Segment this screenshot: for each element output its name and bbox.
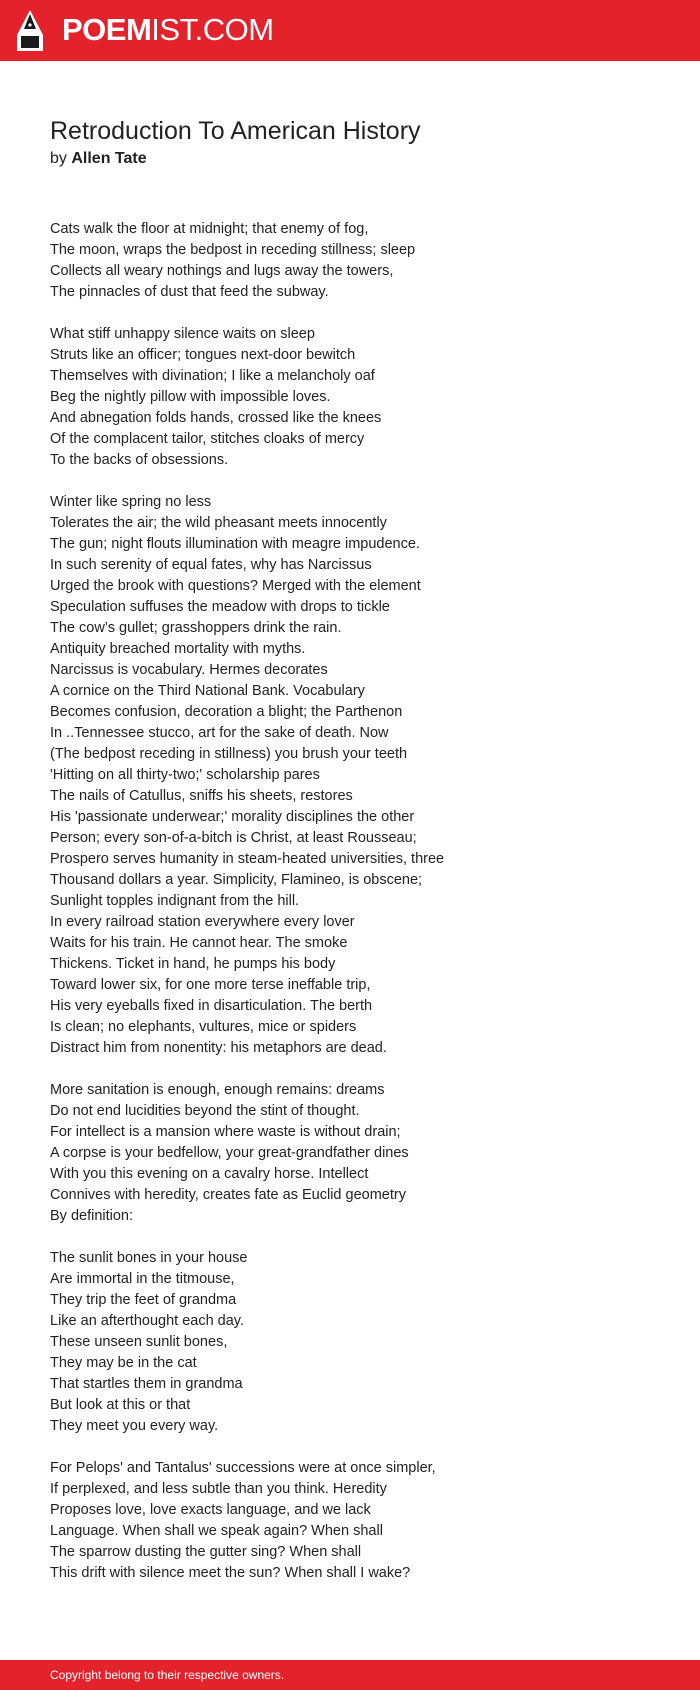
poem-line: Of the complacent tailor, stitches cloaks of mercy [50, 431, 365, 447]
poem-line: His very eyeballs fixed in disarticulation. The berth [50, 998, 373, 1014]
poem-line: What stiff unhappy silence waits on sleep [50, 326, 315, 342]
poem-line: In ..Tennessee stucco, art for the sake of death. Now [50, 725, 389, 741]
poem-line: By definition: [50, 1208, 134, 1224]
poem-line: Language. When shall we speak again? When shall [50, 1523, 383, 1539]
poem-stanza [50, 1458, 444, 1584]
poem-line: To the backs of obsessions. [50, 452, 229, 468]
poem-line: Collects all weary nothings and lugs away the towers, [50, 263, 394, 279]
poem-line: The cow’s gullet; grasshoppers drink the rain. [50, 620, 342, 636]
poem-line: The sparrow dusting the gutter sing? When shall [50, 1544, 362, 1560]
poem-line: Proposes love, love exacts language, and we lack [50, 1502, 371, 1518]
poem-stanza [50, 1080, 444, 1227]
poem-line: Do not end lucidities beyond the stint of thought. [50, 1103, 360, 1119]
poem-line: They meet you every way. [50, 1418, 219, 1434]
poem-line: Thousand dollars a year. Simplicity, Flamineo, is obscene; [50, 872, 423, 888]
poem-line: They trip the feet of grandma [50, 1292, 237, 1308]
poem-line: Distract him from nonentity: his metaphors are dead. [50, 1040, 387, 1056]
poem-line: (The bedpost receding in stillness) you brush your teeth [50, 746, 408, 762]
poem-stanza [50, 324, 444, 471]
poem-line: For Pelops' and Tantalus' successions were at once simpler, [50, 1460, 436, 1476]
poem-line: Prospero serves humanity in steam-heated universities, three [50, 851, 445, 867]
poem-line: Is clean; no elephants, vultures, mice or spiders [50, 1019, 357, 1035]
pen-nib-icon[interactable] [16, 9, 44, 52]
poem-line: The pinnacles of dust that feed the subway. [50, 284, 329, 300]
poem-line: Sunlight topples indignant from the hill. [50, 893, 300, 909]
site-logo[interactable] [62, 11, 274, 49]
poem-line: But look at this or that [50, 1397, 191, 1413]
copyright-text: Copyright belong to their respective owners. [50, 1668, 285, 1682]
poem-line: In every railroad station everywhere every lover [50, 914, 355, 930]
poem-line: The sunlit bones in your house [50, 1250, 248, 1266]
poem-line: And abnegation folds hands, crossed like the knees [50, 410, 382, 426]
poem-line: Are immortal in the titmouse, [50, 1271, 235, 1287]
poem-line: Winter like spring no less [50, 494, 212, 510]
poem-line: They may be in the cat [50, 1355, 197, 1371]
poem-line: Speculation suffuses the meadow with drops to tickle [50, 599, 390, 615]
poem-line: Struts like an officer; tongues next-door bewitch [50, 347, 356, 363]
poem-line: Like an afterthought each day. [50, 1313, 245, 1329]
poem-line: Cats walk the floor at midnight; that enemy of fog, [50, 221, 369, 237]
poem-line: These unseen sunlit bones, [50, 1334, 228, 1350]
by-label: by [50, 150, 67, 167]
poem-line: Tolerates the air; the wild pheasant meets innocently [50, 515, 387, 531]
poem-line: Becomes confusion, decoration a blight; the Parthenon [50, 704, 403, 720]
poem-line: Connives with heredity, creates fate as Euclid geometry [50, 1187, 406, 1203]
poem-line: Waits for his train. He cannot hear. The smoke [50, 935, 348, 951]
poem-line: Themselves with divination; I like a melancholy oaf [50, 368, 375, 384]
poem-line: Urged the brook with questions? Merged with the element [50, 578, 421, 594]
poem-stanza [50, 492, 444, 1059]
poem-line: 'Hitting on all thirty-two;' scholarship pares [50, 767, 320, 783]
site-header [0, 0, 700, 61]
poem-line: Person; every son-of-a-bitch is Christ, at least Rousseau; [50, 830, 417, 846]
byline [50, 148, 147, 170]
poem-line: With you this evening on a cavalry horse. Intellect [50, 1166, 369, 1182]
poem-stanza [50, 219, 444, 303]
logo-thin-text: IST.COM [151, 12, 274, 47]
poem-line: Toward lower six, for one more terse ineffable trip, [50, 977, 371, 993]
poem-line: More sanitation is enough, enough remains: dreams [50, 1082, 385, 1098]
poem-line: A corpse is your bedfellow, your great-grandfather dines [50, 1145, 409, 1161]
poem-line: Beg the nightly pillow with impossible loves. [50, 389, 331, 405]
poem-title: Retroduction To American History [50, 117, 421, 145]
poem-line: Narcissus is vocabulary. Hermes decorates [50, 662, 328, 678]
site-footer [0, 1660, 700, 1690]
poem-line: This drift with silence meet the sun? When shall I wake? [50, 1565, 411, 1581]
poem-line: The gun; night flouts illumination with meagre impudence. [50, 536, 420, 552]
author-name: Allen Tate [71, 150, 147, 167]
poem-stanza [50, 1248, 444, 1437]
poem-line: His 'passionate underwear;' morality disciplines the other [50, 809, 415, 825]
poem-line: The moon, wraps the bedpost in receding stillness; sleep [50, 242, 416, 258]
poem-body [50, 219, 444, 1605]
poem-line: A cornice on the Third National Bank. Vocabulary [50, 683, 365, 699]
poem-line: Antiquity breached mortality with myths. [50, 641, 306, 657]
poem-line: That startles them in grandma [50, 1376, 243, 1392]
poem-line: If perplexed, and less subtle than you think. Heredity [50, 1481, 387, 1497]
poem-line: Thickens. Ticket in hand, he pumps his body [50, 956, 336, 972]
poem-line: For intellect is a mansion where waste is without drain; [50, 1124, 401, 1140]
poem-line: In such serenity of equal fates, why has Narcissus [50, 557, 372, 573]
poem-line: The nails of Catullus, sniffs his sheets, restores [50, 788, 353, 804]
logo-bold-text: POEM [62, 12, 152, 47]
